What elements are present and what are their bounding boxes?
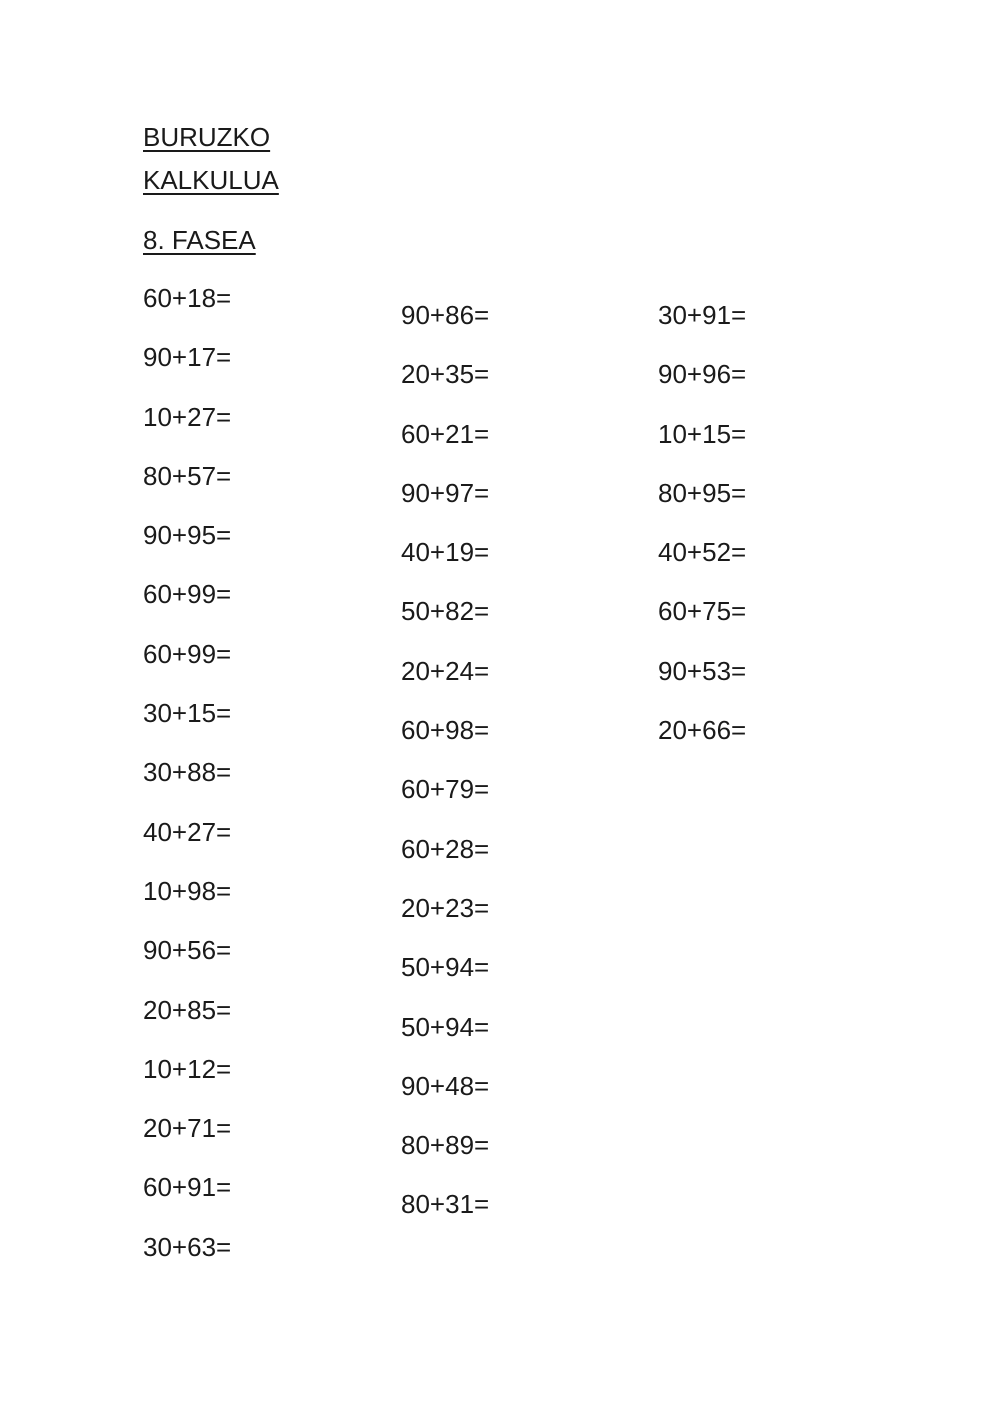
exercise-item: 20+66= <box>658 715 747 746</box>
exercise-item: 40+27= <box>143 816 232 847</box>
exercise-item: 50+94= <box>401 952 490 983</box>
exercise-item: 20+24= <box>401 655 490 686</box>
exercise-item: 60+21= <box>401 418 490 449</box>
exercise-item: 90+48= <box>401 1070 490 1101</box>
exercise-column-1 <box>143 283 231 1291</box>
exercise-item: 30+88= <box>143 757 232 788</box>
exercise-item: 10+12= <box>143 1053 232 1084</box>
exercise-item: 80+31= <box>401 1189 490 1220</box>
exercise-item: 90+86= <box>401 300 490 330</box>
exercise-item: 60+99= <box>143 638 232 669</box>
exercise-item: 60+98= <box>401 715 490 746</box>
title-line-2: KALKULUA <box>143 165 279 195</box>
exercise-item: 80+95= <box>658 477 747 508</box>
exercise-item: 20+71= <box>143 1113 232 1144</box>
exercise-item: 60+99= <box>143 579 232 610</box>
exercise-item: 50+82= <box>401 596 490 627</box>
exercise-item: 90+56= <box>143 935 232 966</box>
exercise-column-3 <box>658 300 746 774</box>
exercise-item: 80+57= <box>143 460 232 491</box>
exercise-item: 60+75= <box>658 596 747 627</box>
exercise-item: 50+94= <box>401 1011 490 1042</box>
exercise-item: 80+89= <box>401 1130 490 1161</box>
exercise-item: 30+91= <box>658 300 747 330</box>
exercise-item: 90+96= <box>658 359 747 390</box>
exercise-item: 60+79= <box>401 774 490 805</box>
exercise-item: 60+28= <box>401 833 490 864</box>
exercise-item: 90+97= <box>401 477 490 508</box>
exercise-column-2 <box>401 300 489 1249</box>
exercise-item: 20+85= <box>143 994 232 1025</box>
exercise-item: 40+52= <box>658 537 747 568</box>
exercise-item: 90+95= <box>143 520 232 551</box>
exercise-item: 90+17= <box>143 342 232 373</box>
exercise-item: 40+19= <box>401 537 490 568</box>
exercise-item: 90+53= <box>658 655 747 686</box>
title-line-1: BURUZKO <box>143 122 271 152</box>
exercise-item: 60+91= <box>143 1172 232 1203</box>
exercise-item: 10+15= <box>658 418 747 449</box>
exercise-item: 30+63= <box>143 1231 232 1262</box>
exercise-item: 10+98= <box>143 875 232 906</box>
exercise-item: 60+18= <box>143 283 232 313</box>
exercise-item: 20+23= <box>401 892 490 923</box>
exercise-item: 20+35= <box>401 359 490 390</box>
exercise-item: 10+27= <box>143 401 232 432</box>
exercise-item: 30+15= <box>143 698 232 729</box>
phase-label: 8. FASEA <box>143 225 256 255</box>
